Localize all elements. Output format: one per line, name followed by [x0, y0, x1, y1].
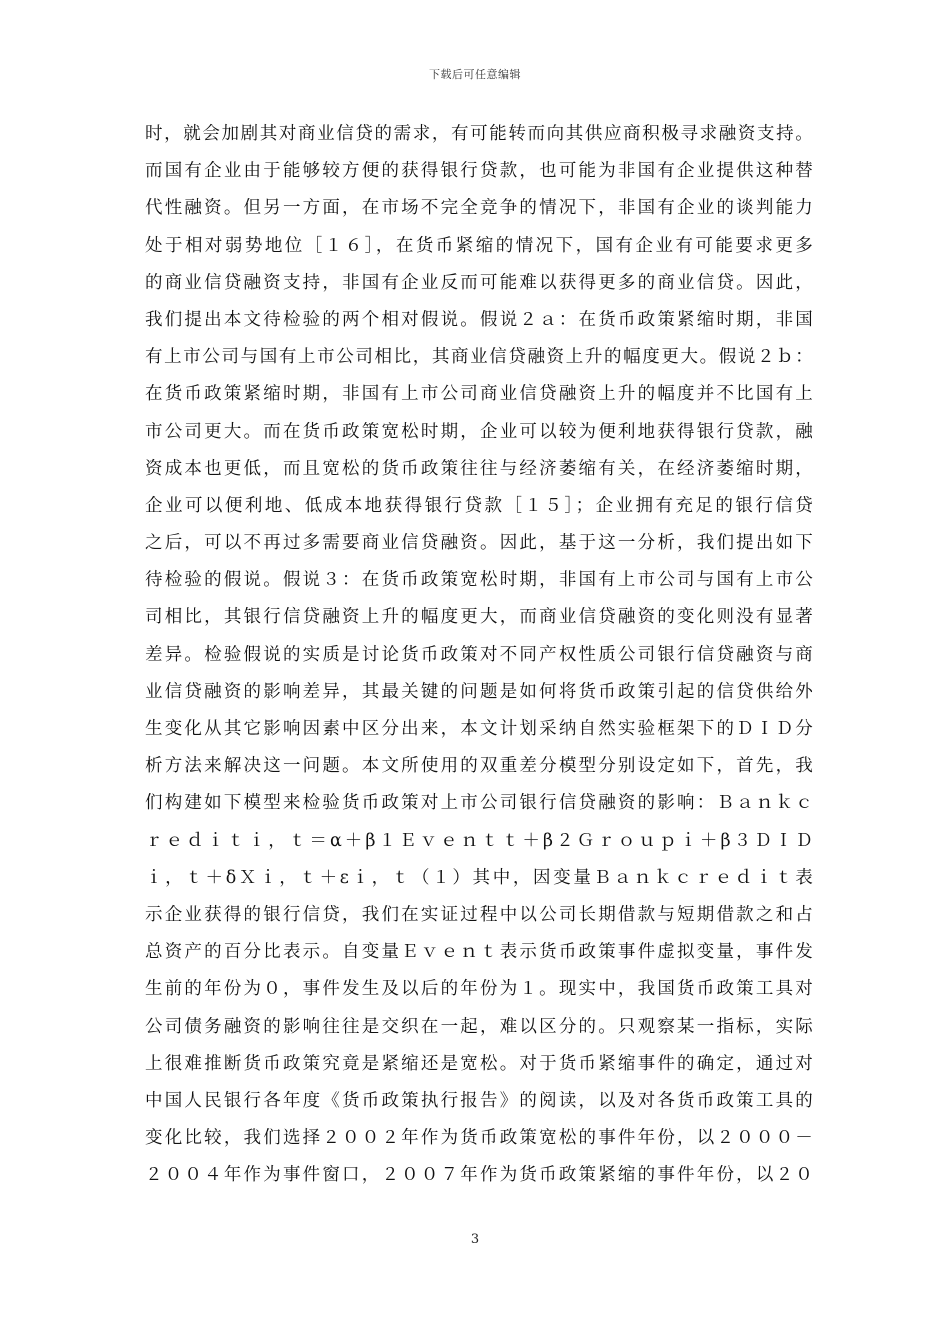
text-line: 的商业信贷融资支持，非国有企业反而可能难以获得更多的商业信贷。因此， — [145, 272, 813, 293]
text-line: ｉ，ｔ＋δＸｉ，ｔ＋εｉ，ｔ（１）其中，因变量Ｂａｎｋｃｒｅｄｉｔ表 — [145, 867, 813, 888]
text-line: 时，就会加剧其对商业信贷的需求，有可能转而向其供应商积极寻求融资支持。 — [145, 124, 813, 144]
text-line: 生变化从其它影响因素中区分出来，本文计划采纳自然实验框架下的ＤＩＤ分 — [145, 719, 813, 739]
text-line: 市公司更大。而在货币政策宽松时期，企业可以较为便利地获得银行贷款，融 — [145, 421, 813, 442]
text-line: 处于相对弱势地位［１６］，在货币紧缩的情况下，国有企业有可能要求更多 — [145, 235, 813, 256]
body-text — [145, 116, 813, 1194]
text-line: 我们提出本文待检验的两个相对假说。假说２ａ：在货币政策紧缩时期，非国 — [145, 309, 813, 330]
page-number: 3 — [470, 1232, 480, 1247]
text-line: 析方法来解决这一问题。本文所使用的双重差分模型分别设定如下，首先，我 — [145, 756, 813, 777]
text-line: 代性融资。但另一方面，在市场不完全竞争的情况下，非国有企业的谈判能力 — [145, 198, 813, 219]
text-line: 差异。检验假说的实质是讨论货币政策对不同产权性质公司银行信贷融资与商 — [145, 644, 813, 665]
text-line: 司相比，其银行信贷融资上升的幅度更大，而商业信贷融资的变化则没有显著 — [145, 607, 813, 628]
text-line: 而国有企业由于能够较方便的获得银行贷款，也可能为非国有企业提供这种替 — [145, 161, 813, 182]
text-line: ｒｅｄｉｔｉ，ｔ＝α＋β１Ｅｖｅｎｔｔ＋β２Ｇｒｏｕｐｉ＋β３ＤＩＤ — [145, 830, 813, 851]
text-line: 公司债务融资的影响往往是交织在一起，难以区分的。只观察某一指标，实际 — [145, 1016, 813, 1037]
text-line: 有上市公司与国有上市公司相比，其商业信贷融资上升的幅度更大。假说２ｂ： — [145, 347, 813, 368]
text-line: 业信贷融资的影响差异，其最关键的问题是如何将货币政策引起的信贷供给外 — [145, 681, 813, 702]
text-line: 在货币政策紧缩时期，非国有上市公司商业信贷融资上升的幅度并不比国有上 — [145, 384, 813, 405]
text-line: 总资产的百分比表示。自变量Ｅｖｅｎｔ表示货币政策事件虚拟变量，事件发 — [145, 942, 813, 963]
text-line: 上很难推断货币政策究竟是紧缩还是宽松。对于货币紧缩事件的确定，通过对 — [145, 1053, 813, 1074]
page-header: 下载后可任意编辑 — [429, 68, 521, 81]
text-line: 企业可以便利地、低成本地获得银行贷款［１５］；企业拥有充足的银行信贷 — [145, 495, 813, 516]
text-line: 中国人民银行各年度《货币政策执行报告》的阅读，以及对各货币政策工具的 — [145, 1090, 813, 1111]
text-line: 生前的年份为０，事件发生及以后的年份为１。现实中，我国货币政策工具对 — [145, 979, 813, 1000]
text-line: 待检验的假说。假说３：在货币政策宽松时期，非国有上市公司与国有上市公 — [145, 570, 813, 591]
text-line: 之后，可以不再过多需要商业信贷融资。因此，基于这一分析，我们提出如下 — [145, 533, 813, 554]
text-line: 示企业获得的银行信贷，我们在实证过程中以公司长期借款与短期借款之和占 — [145, 904, 813, 925]
text-line: 们构建如下模型来检验货币政策对上市公司银行信贷融资的影响：Ｂａｎｋｃ — [145, 793, 813, 814]
text-line: 资成本也更低，而且宽松的货币政策往往与经济萎缩有关，在经济萎缩时期， — [145, 458, 813, 479]
text-line: 变化比较，我们选择２００２年作为货币政策宽松的事件年份，以２０００－ — [145, 1128, 813, 1149]
text-line: ２００４年作为事件窗口，２００７年作为货币政策紧缩的事件年份，以２０ — [145, 1165, 813, 1186]
